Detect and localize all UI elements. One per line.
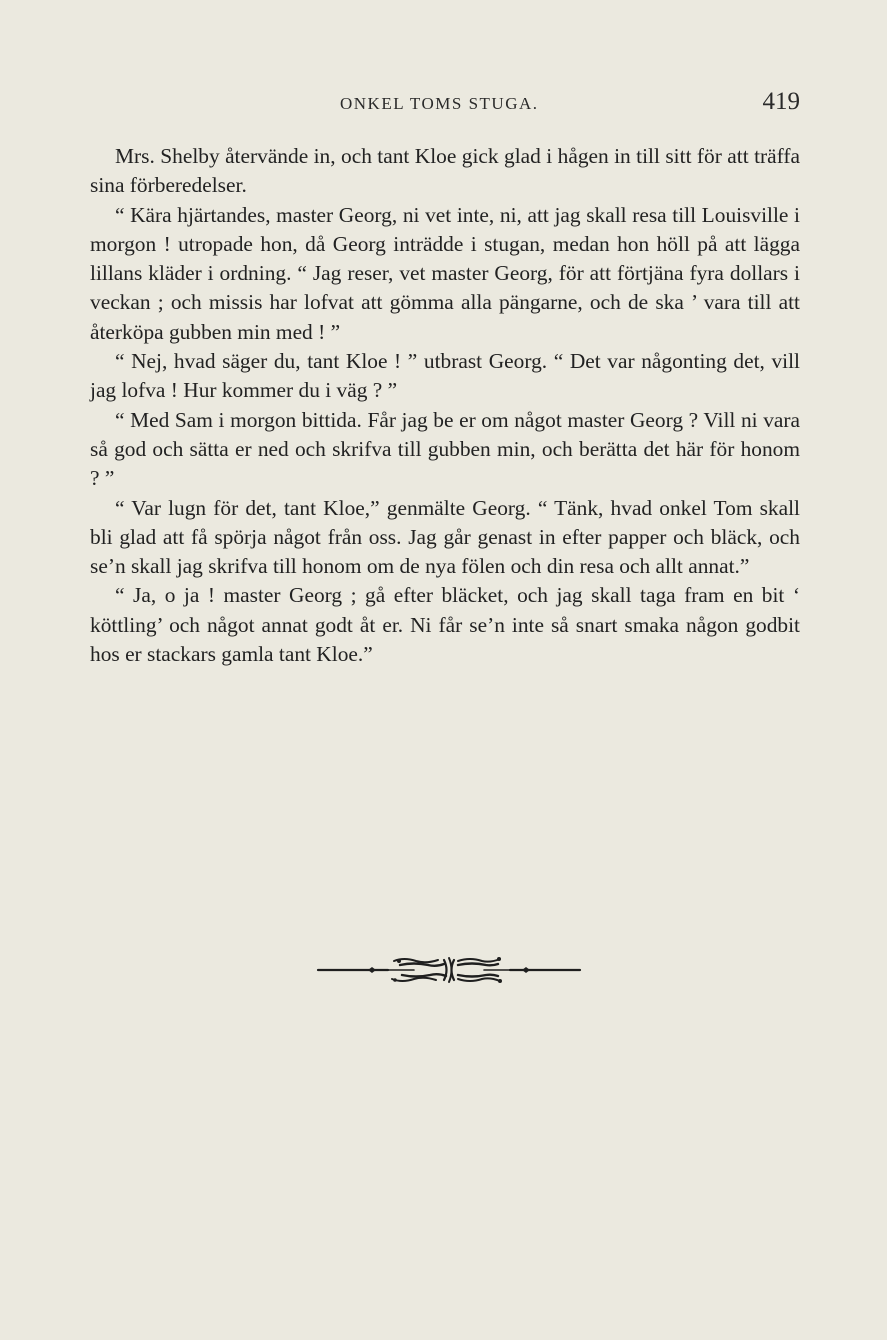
paragraph: “ Ja, o ja ! master Georg ; gå efter bläcket, och jag skall taga fram en bit ‘ köttling’ och något annat godt åt er. Ni får se’n inte så snart smaka någon godbit hos er stackars gamla tant Kloe.” (90, 583, 800, 667)
paragraph: “ Kära hjärtandes, master Georg, ni vet inte, ni, att jag skall resa till Louisville i morgon ! utropade hon, då Georg inträdde i stugan, medan hon höll på att lägga lillans kläder i ordning. “ Jag reser, vet master Georg, för att förtjäna fyra dollars i veckan ; och missis har lofvat att gömma alla pängarne, och de ska ’ vara till att återköpa gubben min med ! ” (90, 202, 800, 344)
paragraph: “ Var lugn för det, tant Kloe,” genmälte Georg. “ Tänk, hvad onkel Tom skall bli glad att få spörja något från oss. Jag går genast in efter papper och bläck, och se’n skall jag skrifva till honom om de nya fölen och din resa och allt annat.” (90, 495, 800, 579)
paragraph: “ Med Sam i morgon bittida. Får jag be er om något master Georg ? Vill ni vara så god och sätta er ned och skrifva till gubben min, och berätta det här för honom ? ” (90, 407, 800, 491)
decorative-tailpiece-icon (316, 952, 582, 988)
paragraph: Mrs. Shelby återvände in, och tant Kloe gick glad i hågen in till sitt för att träffa sina förberedelser. (90, 144, 800, 198)
running-title: ONKEL TOMS STUGA. (340, 94, 539, 113)
paragraph: “ Nej, hvad säger du, tant Kloe ! ” utbrast Georg. “ Det var någonting det, vill jag lofva ! Hur kommer du i väg ? ” (90, 349, 800, 403)
running-head (90, 88, 800, 118)
page-number: 419 (762, 88, 800, 115)
body-text (90, 142, 800, 669)
